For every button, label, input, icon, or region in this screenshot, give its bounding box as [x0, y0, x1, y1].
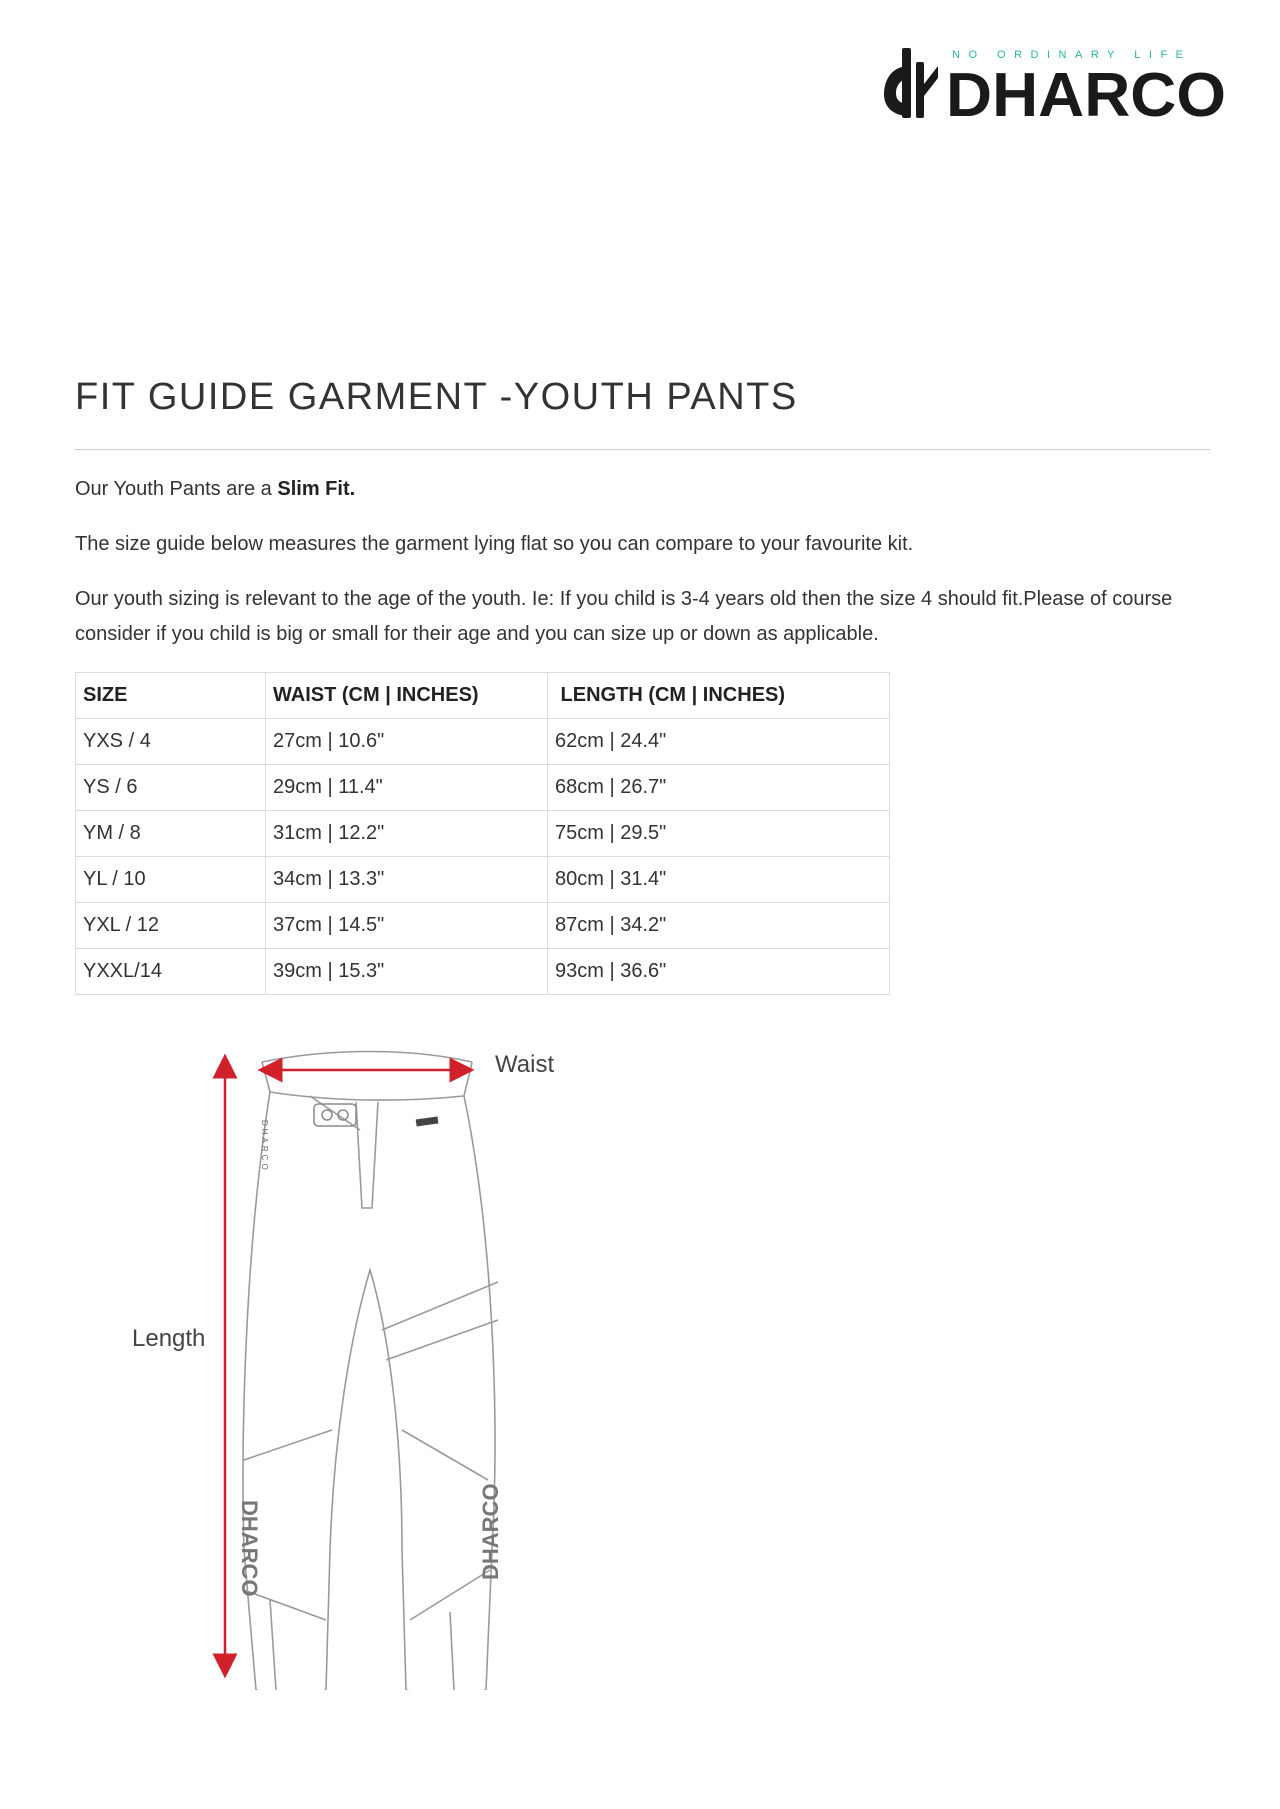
table-row: [76, 903, 890, 949]
pants-measurement-diagram: [120, 1030, 590, 1690]
garment-knee-logo-right: DHARCO: [478, 1483, 503, 1580]
dh-mark-icon: [884, 48, 938, 118]
cell-size: YL / 10: [76, 857, 266, 903]
length-label: Length: [132, 1325, 206, 1352]
cell-waist: 39cm | 15.3": [266, 949, 548, 995]
brand-logo: [880, 44, 1230, 124]
cell-waist: 27cm | 10.6": [266, 719, 548, 765]
garment-side-print: DHARCO: [260, 1120, 269, 1173]
size-table: [75, 672, 890, 995]
cell-waist: 37cm | 14.5": [266, 903, 548, 949]
intro-text: [75, 472, 1225, 507]
table-row: [76, 765, 890, 811]
table-row: [76, 949, 890, 995]
cell-size: YXL / 12: [76, 903, 266, 949]
cell-length: 87cm | 34.2": [548, 903, 890, 949]
column-header-waist: WAIST (CM | INCHES): [266, 673, 548, 719]
table-row: [76, 719, 890, 765]
measure-note: The size guide below measures the garment lying flat so you can compare to your favourite kit.: [75, 533, 914, 555]
age-note: Our youth sizing is relevant to the age of the youth. Ie: If you child is 3-4 years old then the size 4 should fit.Please of course consider if you child is big or small for their age and you can size up or down as applicable.: [75, 588, 1173, 645]
cell-size: YXXL/14: [76, 949, 266, 995]
cell-waist: 29cm | 11.4": [266, 765, 548, 811]
cell-length: 68cm | 26.7": [548, 765, 890, 811]
cell-size: YM / 8: [76, 811, 266, 857]
cell-waist: 34cm | 13.3": [266, 857, 548, 903]
pants-outline: [243, 1052, 498, 1691]
brand-tagline: NO ORDINARY LIFE: [952, 49, 1192, 61]
garment-knee-logo-left: DHARCO: [237, 1500, 262, 1597]
intro-prefix: Our Youth Pants are a: [75, 478, 278, 500]
cell-waist: 31cm | 12.2": [266, 811, 548, 857]
table-header-row: [76, 673, 890, 719]
cell-size: YXS / 4: [76, 719, 266, 765]
table-row: [76, 811, 890, 857]
waist-label: Waist: [495, 1051, 555, 1078]
fit-type: Slim Fit.: [277, 478, 356, 500]
waistband-tag-icon: [416, 1116, 439, 1126]
brand-name: DHARCO: [946, 61, 1226, 124]
cell-length: 93cm | 36.6": [548, 949, 890, 995]
cell-length: 80cm | 31.4": [548, 857, 890, 903]
cell-size: YS / 6: [76, 765, 266, 811]
cell-length: 62cm | 24.4": [548, 719, 890, 765]
page-title: FIT GUIDE GARMENT -YOUTH PANTS: [75, 376, 798, 418]
table-row: [76, 857, 890, 903]
cell-length: 75cm | 29.5": [548, 811, 890, 857]
column-header-length: LENGTH (CM | INCHES): [548, 673, 890, 719]
title-divider: [75, 449, 1210, 450]
column-header-size: SIZE: [76, 673, 266, 719]
